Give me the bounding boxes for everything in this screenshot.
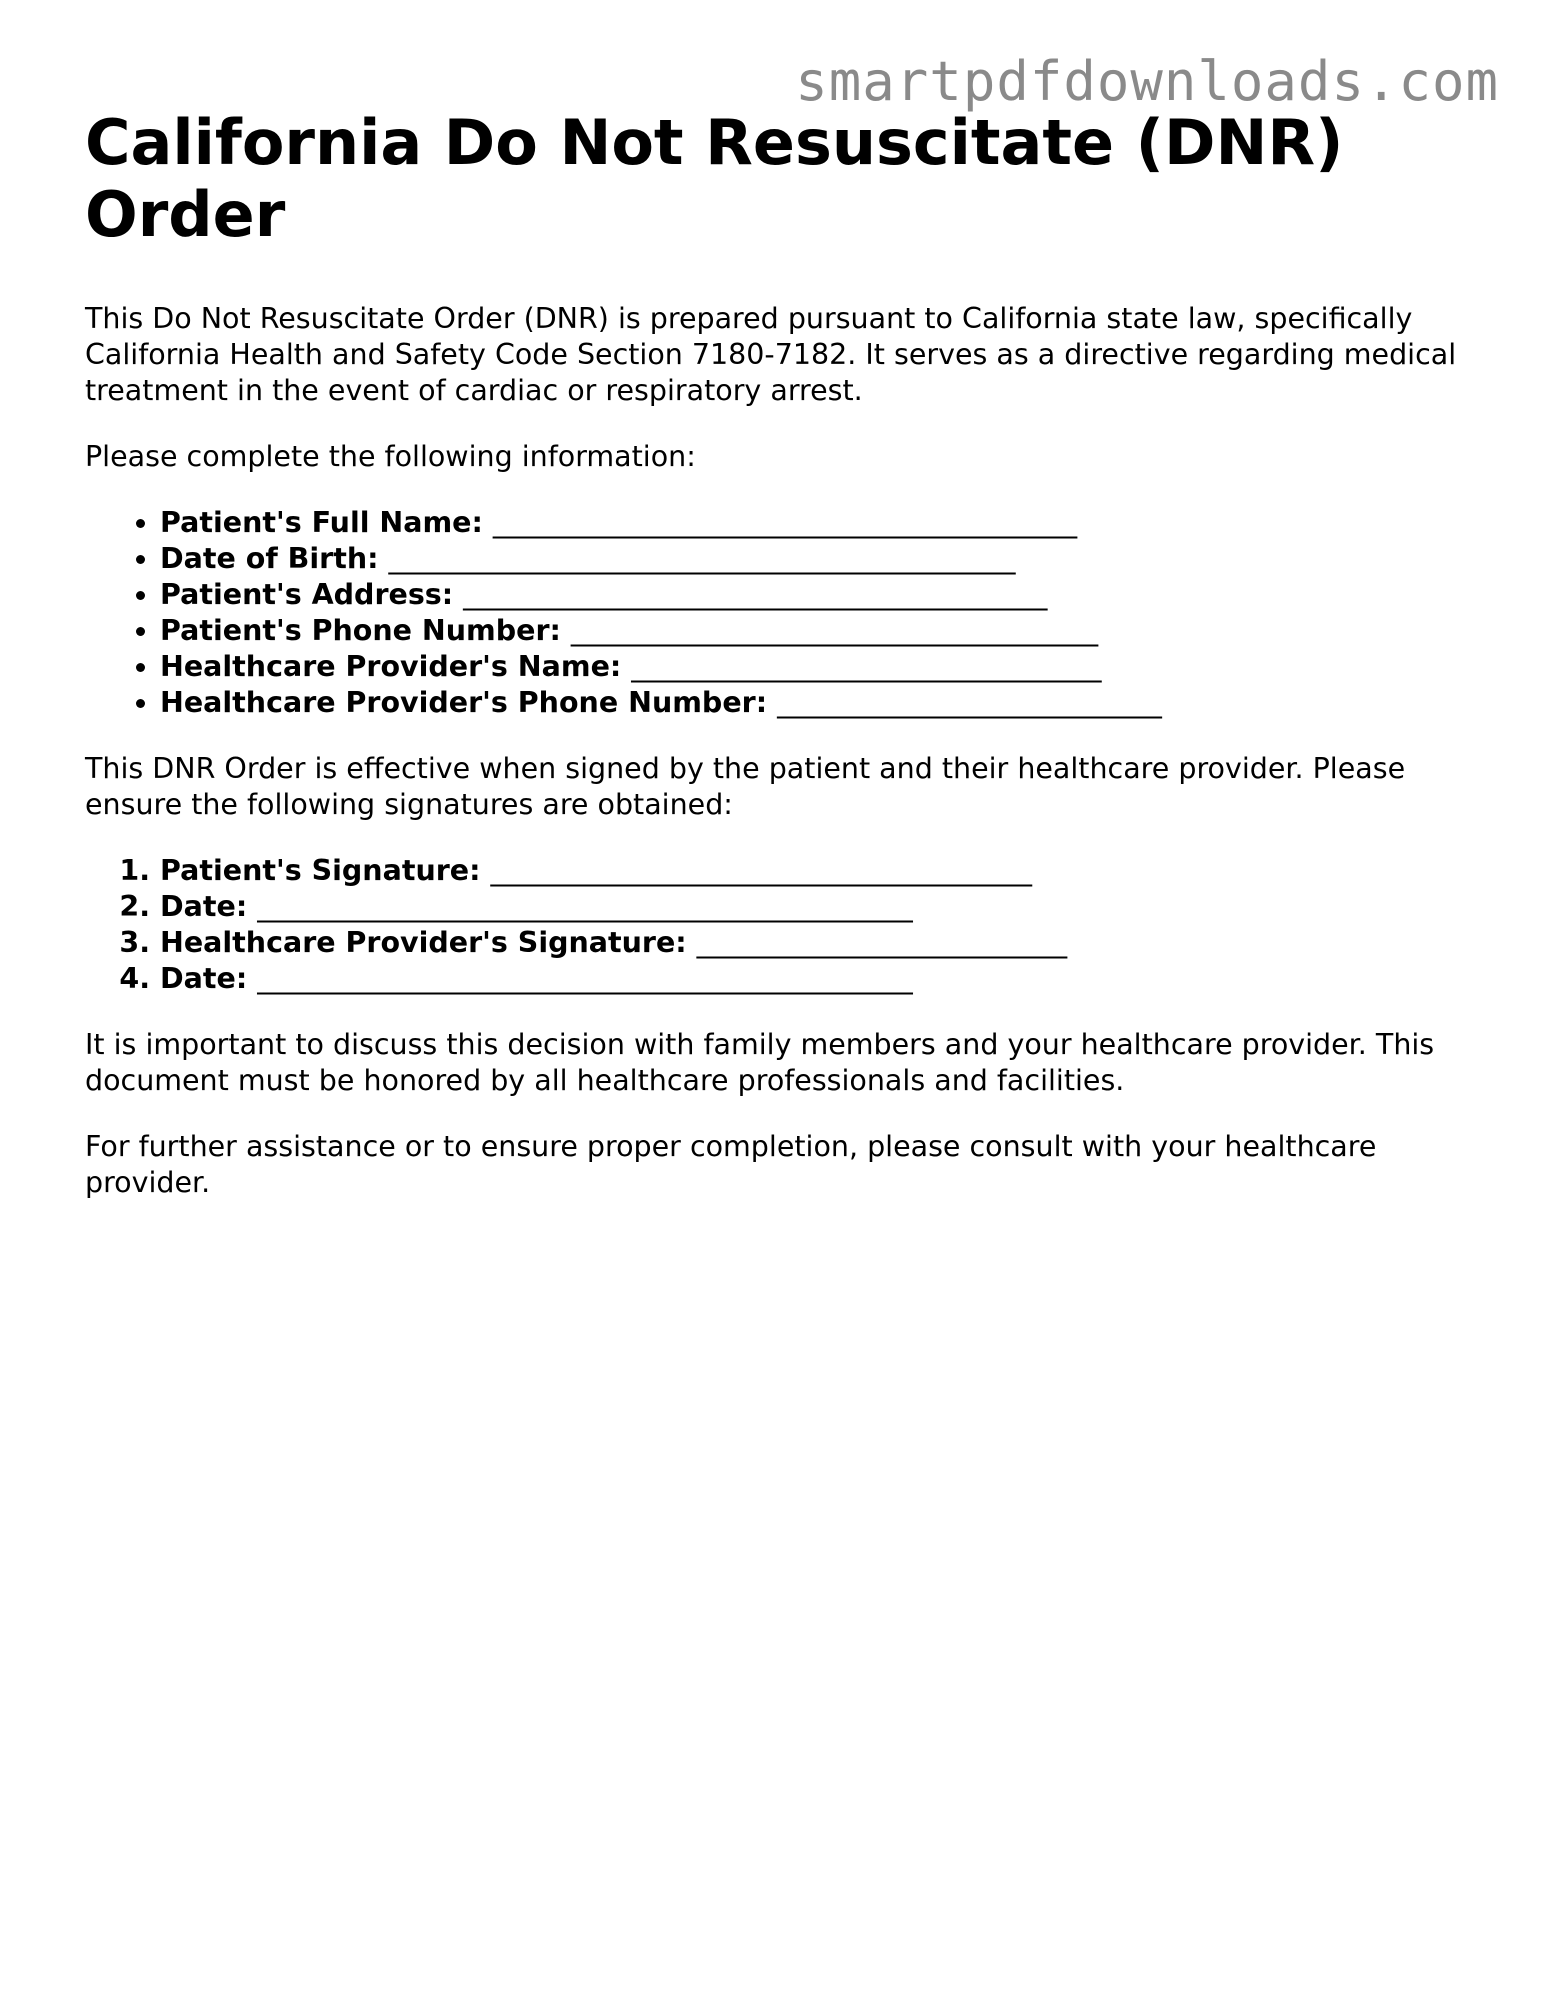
- field-label: Patient's Address:: [160, 578, 454, 611]
- field-date-of-birth: [160, 541, 1475, 577]
- signatures-intro: This DNR Order is effective when signed by the patient and their healthcare provider. Please ensure the following signatures are obtained:: [85, 752, 1406, 821]
- field-label: Healthcare Provider's Phone Number:: [160, 686, 768, 719]
- watermark: smartpdfdownloads.com: [795, 50, 1499, 113]
- field-label: Patient's Signature:: [160, 854, 481, 887]
- field-label: Healthcare Provider's Signature:: [160, 926, 687, 959]
- field-patient-signature-date: [160, 889, 1475, 925]
- field-provider-signature-date: [160, 961, 1475, 997]
- fill-in-blank[interactable]: _____________________________________: [570, 614, 1099, 647]
- field-label: Healthcare Provider's Name:: [160, 650, 622, 683]
- fill-in-blank[interactable]: ___________________________: [777, 686, 1162, 719]
- field-label: Date:: [160, 962, 248, 995]
- document-page: [85, 107, 1475, 1201]
- fill-in-blank[interactable]: __________________________: [696, 926, 1068, 959]
- signature-field-list: [85, 853, 1475, 997]
- discussion-note: It is important to discuss this decision with family members and your healthcare provider. This document must be honored by all healthcare professionals and facilities.: [85, 1028, 1435, 1097]
- page-title: California Do Not Resuscitate (DNR) Order: [85, 106, 1344, 251]
- fill-in-blank[interactable]: ______________________________________: [490, 854, 1032, 887]
- field-label: Date:: [160, 890, 248, 923]
- field-label: Patient's Phone Number:: [160, 614, 561, 647]
- info-prompt: Please complete the following information:: [85, 440, 696, 473]
- field-patient-full-name: [160, 505, 1475, 541]
- fill-in-blank[interactable]: _________________________________: [631, 650, 1102, 683]
- info-field-list: [85, 505, 1475, 721]
- field-provider-signature: [160, 925, 1475, 961]
- field-provider-phone: [160, 685, 1475, 721]
- field-patient-signature: [160, 853, 1475, 889]
- field-patient-address: [160, 577, 1475, 613]
- fill-in-blank[interactable]: ____________________________________________: [388, 542, 1016, 575]
- field-provider-name: [160, 649, 1475, 685]
- assistance-note: For further assistance or to ensure proper completion, please consult with your healthcare provider.: [85, 1130, 1377, 1199]
- intro-paragraph: This Do Not Resuscitate Order (DNR) is prepared pursuant to California state law, specifically California Health and Safety Code Section 7180-7182. It serves as a directive regarding medical treatment in the event of cardiac or respiratory arrest.: [85, 302, 1457, 407]
- field-label: Patient's Full Name:: [160, 506, 483, 539]
- fill-in-blank[interactable]: ______________________________________________: [257, 962, 913, 995]
- field-label: Date of Birth:: [160, 542, 379, 575]
- fill-in-blank[interactable]: ______________________________________________: [257, 890, 913, 923]
- field-patient-phone: [160, 613, 1475, 649]
- fill-in-blank[interactable]: _________________________________________: [492, 506, 1078, 539]
- fill-in-blank[interactable]: _________________________________________: [463, 578, 1048, 611]
